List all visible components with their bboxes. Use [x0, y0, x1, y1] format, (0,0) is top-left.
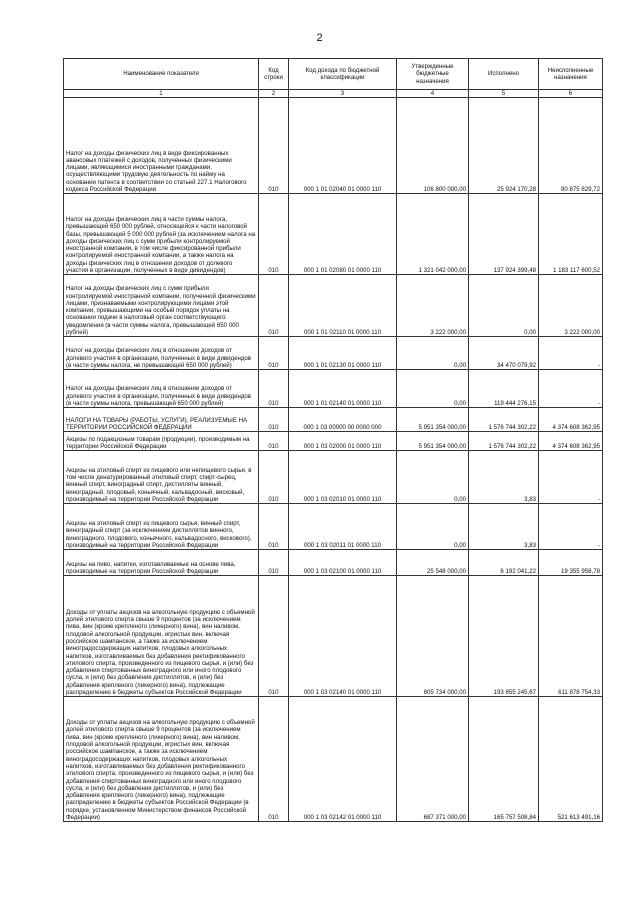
unexecuted-value: 4 374 608 362,95	[539, 432, 603, 451]
line-code: 010	[259, 98, 289, 194]
page-number: 2	[316, 32, 323, 44]
budget-code: 000 1 03 02142 01 0000 110	[289, 697, 397, 822]
approved-value: 3 222 000,00	[397, 275, 469, 337]
indicator-name: Акцизы на этиловый спирт из пищевого или непищевого сырья, в том числе денатурированный этиловый спирт, спирт-сырец, винный спирт, виноградный спирт, дистилляты винный, виноградный, плодовый, коньячный, кальвадосный, висковый, производимый на территории Российской Федерации	[64, 451, 259, 504]
budget-code: 000 1 03 02140 01 0000 110	[289, 576, 397, 697]
line-code: 010	[259, 504, 289, 550]
header-unexecuted: Неисполненные назначения	[539, 59, 603, 90]
budget-code: 000 1 03 02010 01 0000 110	[289, 451, 397, 504]
unexecuted-value: 3 222 000,00	[539, 275, 603, 337]
column-number-row	[64, 90, 603, 98]
unexecuted-value: 80 875 829,72	[539, 98, 603, 194]
header-indicator-name: Наименование показателя	[64, 59, 259, 90]
indicator-name: Налог на доходы физических лиц в части суммы налога, превышающей 650 000 рублей, относящейся к части налоговой базы, превышающей 5 000 000 рублей (за исключением налога на доходы физических лиц с сумм прибыли контролируемой иностранной компании, в том числе фиксированной прибыли контролируемой иностранной компании, а также налога на доходы физических лиц в отношении доходов от долевого участия в организации, полученных в виде дивидендов)	[64, 194, 259, 275]
column-number: 1	[64, 90, 259, 98]
approved-value: 1 321 042 000,00	[397, 194, 469, 275]
budget-code: 000 1 03 00000 00 0000 000	[289, 408, 397, 432]
approved-value: 805 734 000,00	[397, 576, 469, 697]
budget-code: 000 1 01 02040 01 0000 110	[289, 98, 397, 194]
approved-value: 687 371 000,00	[397, 697, 469, 822]
unexecuted-value: -	[539, 451, 603, 504]
approved-value: 0,00	[397, 370, 469, 408]
indicator-name: Акцизы на пиво, напитки, изготавливаемые на основе пива, производимые на территории Российской Федерации	[64, 550, 259, 576]
line-code: 010	[259, 432, 289, 451]
unexecuted-value: 1 183 117 600,52	[539, 194, 603, 275]
column-number: 5	[469, 90, 539, 98]
executed-value: 6 192 041,22	[469, 550, 539, 576]
executed-value: 3,83	[469, 451, 539, 504]
budget-code: 000 1 01 02130 01 0000 110	[289, 337, 397, 370]
table-row	[64, 275, 603, 337]
indicator-name: Налог на доходы физических лиц с сумм прибыли контролируемой иностранной компании, полученной физическими лицами, признаваемыми контролирующими лицами этой компании, превышающими на особый порядок уплаты на основании подачи в налоговый орган соответствующего уведомления (в части суммы налога, превышающей 650 000 рублей)	[64, 275, 259, 337]
indicator-name: НАЛОГИ НА ТОВАРЫ (РАБОТЫ, УСЛУГИ), РЕАЛИЗУЕМЫЕ НА ТЕРРИТОРИИ РОССИЙСКОЙ ФЕДЕРАЦИИ	[64, 408, 259, 432]
unexecuted-value: -	[539, 370, 603, 408]
approved-value: 5 951 354 000,00	[397, 408, 469, 432]
executed-value: 1 576 744 302,22	[469, 432, 539, 451]
executed-value: 193 855 245,67	[469, 576, 539, 697]
unexecuted-value: 19 355 958,78	[539, 550, 603, 576]
unexecuted-value: -	[539, 504, 603, 550]
executed-value: 165 757 508,84	[469, 697, 539, 822]
table-row	[64, 408, 603, 432]
executed-value: 34 470 079,92	[469, 337, 539, 370]
budget-code: 000 1 01 02140 01 0000 110	[289, 370, 397, 408]
income-report-table	[63, 58, 603, 822]
table-row	[64, 194, 603, 275]
budget-code: 000 1 03 02011 01 0000 110	[289, 504, 397, 550]
table-row	[64, 337, 603, 370]
line-code: 010	[259, 370, 289, 408]
line-code: 010	[259, 550, 289, 576]
executed-value: 137 924 399,48	[469, 194, 539, 275]
column-number: 4	[397, 90, 469, 98]
approved-value: 106 800 000,00	[397, 98, 469, 194]
indicator-name: Акцизы по подакцизным товарам (продукции), производимым на территории Российской Федерации	[64, 432, 259, 451]
unexecuted-value: 4 374 608 362,95	[539, 408, 603, 432]
table-row	[64, 550, 603, 576]
budget-code: 000 1 01 02110 01 0000 110	[289, 275, 397, 337]
indicator-name: Налог на доходы физических лиц в отношении доходов от долевого участия в организации, полученных в виде дивидендов (в части суммы налога, превышающей 650 000 рублей)	[64, 370, 259, 408]
line-code: 010	[259, 275, 289, 337]
column-number: 3	[289, 90, 397, 98]
table-row	[64, 576, 603, 697]
executed-value: 3,83	[469, 504, 539, 550]
budget-code: 000 1 03 02000 01 0000 110	[289, 432, 397, 451]
line-code: 010	[259, 194, 289, 275]
indicator-name: Доходы от уплаты акцизов на алкогольную продукцию с объемной долей этилового спирта свыше 9 процентов (за исключением пива, вин (кроме крепленого (ликерного) вина), вин наливом, плодовой алкогольной продукции, игристых вин, включая российское шампанское, а также за исключением виноградосодержащих напитков, плодовых алкогольных напитков, изготавливаемых без добавления ректификованного этилового спирта, произведенного из пищевого сырья, и (или) без добавления спиртованных виноградного или иного плодового сусла, и (или) без добавления дистиллятов, и (или) без добавления крепленого (ликерного) вина), подлежащие распределению в бюджеты субъектов Российской Федерации	[64, 576, 259, 697]
indicator-name: Акцизы на этиловый спирт из пищевого сырья, винный спирт, виноградный спирт (за исключением дистиллятов винного, виноградного, плодового, коньячного, кальвадосного, вискового), производимый на территории Российской Федерации	[64, 504, 259, 550]
header-approved: Утвержденные бюджетные назначения	[397, 59, 469, 90]
approved-value: 5 951 354 000,00	[397, 432, 469, 451]
executed-value: 0,00	[469, 275, 539, 337]
line-code: 010	[259, 451, 289, 504]
table-row	[64, 432, 603, 451]
indicator-name: Доходы от уплаты акцизов на алкогольную продукцию с объемной долей этилового спирта свыше 9 процентов (за исключением пива, вин (кроме крепленого (ликерного) вина), вин наливом, плодовой алкогольной продукции, игристых вин, включая российское шампанское, а также за исключением виноградосодержащих напитков, плодовых алкогольных напитков, изготавливаемых без добавления ректификованного этилового спирта, произведенного из пищевого сырья, и (или) без добавления спиртованных виноградного или иного плодового сусла, и (или) без добавления дистиллятов, и (или) без добавления крепленого (ликерного) вина), подлежащие распределению в бюджеты субъектов Российской Федерации (в порядке, установленном Министерством финансов Российской Федерации)	[64, 697, 259, 822]
header-line-code: Код строки	[259, 59, 289, 90]
approved-value: 0,00	[397, 337, 469, 370]
table-row	[64, 697, 603, 822]
table-row	[64, 504, 603, 550]
executed-value: 119 444 276,15	[469, 370, 539, 408]
table-row	[64, 451, 603, 504]
table-row	[64, 98, 603, 194]
column-number: 2	[259, 90, 289, 98]
approved-value: 25 548 000,00	[397, 550, 469, 576]
line-code: 010	[259, 697, 289, 822]
line-code: 010	[259, 408, 289, 432]
header-budget-code: Код дохода по бюджетной классификации	[289, 59, 397, 90]
unexecuted-value: -	[539, 337, 603, 370]
line-code: 010	[259, 576, 289, 697]
unexecuted-value: 611 878 754,33	[539, 576, 603, 697]
approved-value: 0,00	[397, 504, 469, 550]
line-code: 010	[259, 337, 289, 370]
budget-code: 000 1 03 02100 01 0000 110	[289, 550, 397, 576]
column-number: 6	[539, 90, 603, 98]
approved-value: 0,00	[397, 451, 469, 504]
header-executed: Исполнено	[469, 59, 539, 90]
executed-value: 25 924 170,28	[469, 98, 539, 194]
header-row	[64, 59, 603, 90]
table-row	[64, 370, 603, 408]
executed-value: 1 576 744 302,22	[469, 408, 539, 432]
unexecuted-value: 521 613 491,16	[539, 697, 603, 822]
budget-code: 000 1 01 02080 01 0000 110	[289, 194, 397, 275]
indicator-name: Налог на доходы физических лиц в виде фиксированных авансовых платежей с доходов, полученных физическими лицами, являющимися иностранными гражданами, осуществляющими трудовую деятельность по найму на основании патента в соответствии со статьей 227.1 Налогового кодекса Российской Федерации	[64, 98, 259, 194]
indicator-name: Налог на доходы физических лиц в отношении доходов от долевого участия в организации, полученных в виде дивидендов (в части суммы налога, не превышающей 650 000 рублей)	[64, 337, 259, 370]
